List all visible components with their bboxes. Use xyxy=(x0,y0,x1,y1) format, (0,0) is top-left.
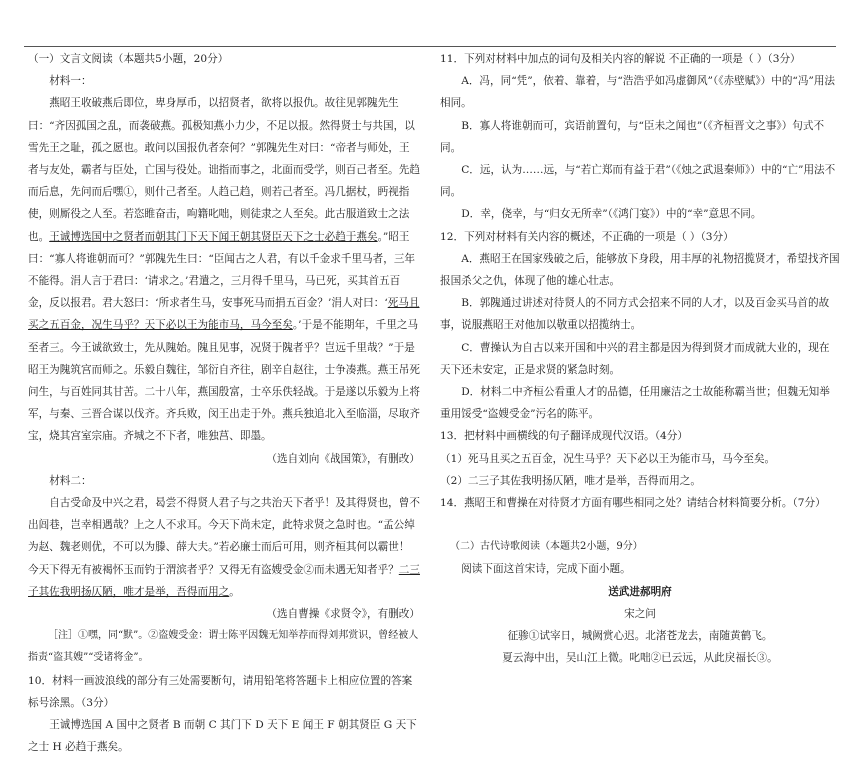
q13-part-1: （1）死马且买之五百金，况生马乎？天下必以王为能市马，马今至矣。 xyxy=(440,452,776,465)
underlined-sentence-2: 二三子其佐我明扬仄陋，唯才是举，吾得而用之 xyxy=(28,563,420,598)
footnote: ［注］①嘿，同“默”。②盗嫂受金：谓士陈平因魏无知举荐而得刘邦赏识，曾经被人指责“盗其嫂”“受诸将金”。 xyxy=(28,630,419,664)
question-10: 10．材料一画波浪线的部分有三处需要断句，请用铅笔将答题卡上相应位置的答案标号涂黑。（3分） xyxy=(28,674,413,709)
material-one-text xyxy=(28,92,420,447)
material-two-source: （选自曹操《求贤令》，有删改） xyxy=(266,608,420,621)
section-header: （一）文言文阅读（本题共5小题，20分） xyxy=(28,53,229,65)
text-run: 。’于是不能期年，千里之马至者三。今王诚欲致士，先从隗始。隗且见事，况贤于隗者乎？岂远千里哉？”于是昭王为隗筑宫而师之。乐毅自魏往，邹衍自齐往，剧辛自赵往，士争凑燕。燕王吊死问生，与百姓同其甘苦。二十八年，燕国殷富，士卒乐佚轻战。于是遂以乐毅为上将军，与秦、三晋合谋以伐齐。齐兵败，闵王出走于外。燕兵独追北入至临淄，尽取齐宝，烧其宫室宗庙。齐城之不下者，唯独莒、即墨。 xyxy=(28,319,420,443)
material-two-title: 材料二： xyxy=(49,474,92,487)
left-column xyxy=(28,48,420,759)
q12-option-c: C．曹操认为自古以来开国和中兴的君主都是因为得到贤才而成就大业的，现在天下还未安定，正是求贤的紧急时刻。 xyxy=(440,341,830,376)
text-run: 。 xyxy=(229,585,240,598)
poem-line-2: 夏云海中出，吴山江上微。叱咄②已云远，从此戾福长③。 xyxy=(502,652,778,665)
poem-section-header: （二）古代诗歌阅读（本题共2小题，9分） xyxy=(450,541,643,553)
text-run: 燕昭王收破燕后即位，卑身厚币，以招贤者，欲将以报仇。故往见郭隗先生曰：“齐因孤国之乱，而袭破燕。孤极知燕小力少，不足以报。然得贤士与共国，以雪先王之耻，孤之愿也。敢问以国报仇者奈何？”郭隗先生对曰：“帝者与师处，王者与友处，霸者与臣处，亡国与役处。诎指而事之，北面而受学，则百己者至。先趋而后息，先问而后嘿①，则什己者至。人趋己趋，则若己者至。冯几据杖，眄视指使，则厮役之人至。若恣睢奋击，呴籍叱咄，则徒隶之人至矣。此古服道致士之法也。 xyxy=(28,97,420,243)
poem-author: 宋之问 xyxy=(624,607,656,620)
question-10-options: 王诚博选国 A 国中之贤者 B 而朝 C 其门下 D 天下 E 闻王 F 朝其贤臣 G 天下之士 H 必趋于燕矣。 xyxy=(28,719,417,754)
q11-option-c: C．远，认为……远，与“若亡郑而有益于君”（《烛之武退秦师》）中的“亡”用法不同。 xyxy=(440,164,836,199)
q11-option-d: D．幸，侥幸，与“归女无所幸”（《鸿门宴》）中的“幸”意思不同。 xyxy=(461,208,762,221)
question-14: 14．燕昭王和曹操在对待贤才方面有哪些相同之处？请结合材料简要分析。（7分） xyxy=(440,497,826,510)
poem-line-1: 征骖①试宰日，城阙赏心迟。北渚苍龙去，南随黄鹤飞。 xyxy=(507,630,773,643)
text-run: 自古受命及中兴之君，曷尝不得贤人君子与之共治天下者乎！及其得贤也，曾不出闾巷，岂幸相遇哉？上之人不求耳。今天下尚未定，此特求贤之急时也。“孟公绰为赵、魏老则优，不可以为滕、薛大夫。”若必廉士而后可用，则齐桓其何以霸世！今天下得无有被褐怀玉而钓于渭滨者乎？又得无有盗嫂受金②而未遇无知者乎？ xyxy=(28,497,420,576)
poem-instruction: 阅读下面这首宋诗，完成下面小题。 xyxy=(461,563,631,576)
q11-option-a: A．冯，同“凭”，依着、靠着，与“浩浩乎如冯虚御风”（《赤壁赋》）中的“冯”用法相同。 xyxy=(440,75,836,110)
q13-part-2: （2）二三子其佐我明扬仄陋，唯才是举，吾得而用之。 xyxy=(440,474,701,487)
wavy-underlined-sentence: 王诚博选国中之贤者而朝其门下天下闻王朝其贤臣天下之士必趋于燕矣 xyxy=(49,230,378,243)
text-run: 。”昭王曰：“寡人将谁朝而可？”郭隗先生曰：“臣闻古之人君，有以千金求千里马者，三年不能得。涓人言于君曰：‘请求之。’君遣之，三月得千里马，马已死，买其首五百金，反以报君。君大怒曰：‘所求者生马，安事死马而捐五百金？’涓人对曰：‘ xyxy=(28,230,416,310)
question-11: 11．下列对材料中加点的词句及相关内容的解说 不正确的一项是（ ）（3分） xyxy=(440,53,801,65)
header-rule xyxy=(24,46,836,47)
answer-space xyxy=(440,514,840,536)
poem-title: 送武进郝明府 xyxy=(608,585,672,598)
material-one-source: （选自刘向《战国策》，有删改） xyxy=(266,452,420,465)
question-13: 13．把材料中画横线的句子翻译成现代汉语。（4分） xyxy=(440,430,688,443)
material-two-text xyxy=(28,492,420,603)
right-column xyxy=(440,48,840,669)
question-12: 12．下列对材料有关内容的概述，不正确的一项是（ ）（3分） xyxy=(440,230,734,243)
q12-option-b: B．郭隗通过讲述对待贤人的不同方式会招来不同的人才，以及百金买马首的故事，说服燕昭王对他加以敬重以招揽纳士。 xyxy=(440,297,830,332)
q12-option-a: A．燕昭王在国家残破之后，能够放下身段，用丰厚的礼物招揽贤才，希望找齐国报国杀父之仇，体现了他的雄心壮志。 xyxy=(440,252,840,288)
material-one-title: 材料一： xyxy=(49,75,92,88)
q11-option-b: B．寡人将谁朝而可，宾语前置句，与“臣未之闻也”（《齐桓晋文之事》）句式不同。 xyxy=(440,119,825,154)
q12-option-d: D．材料二中齐桓公看重人才的品德，任用廉洁之士故能称霸当世；但魏无知举重用馁受“盗嫂受金”污名的陈平。 xyxy=(440,386,830,421)
underlined-sentence-1: 死马且买之五百金，况生马乎？天下必以王为能市马，马今至矣 xyxy=(28,297,420,332)
